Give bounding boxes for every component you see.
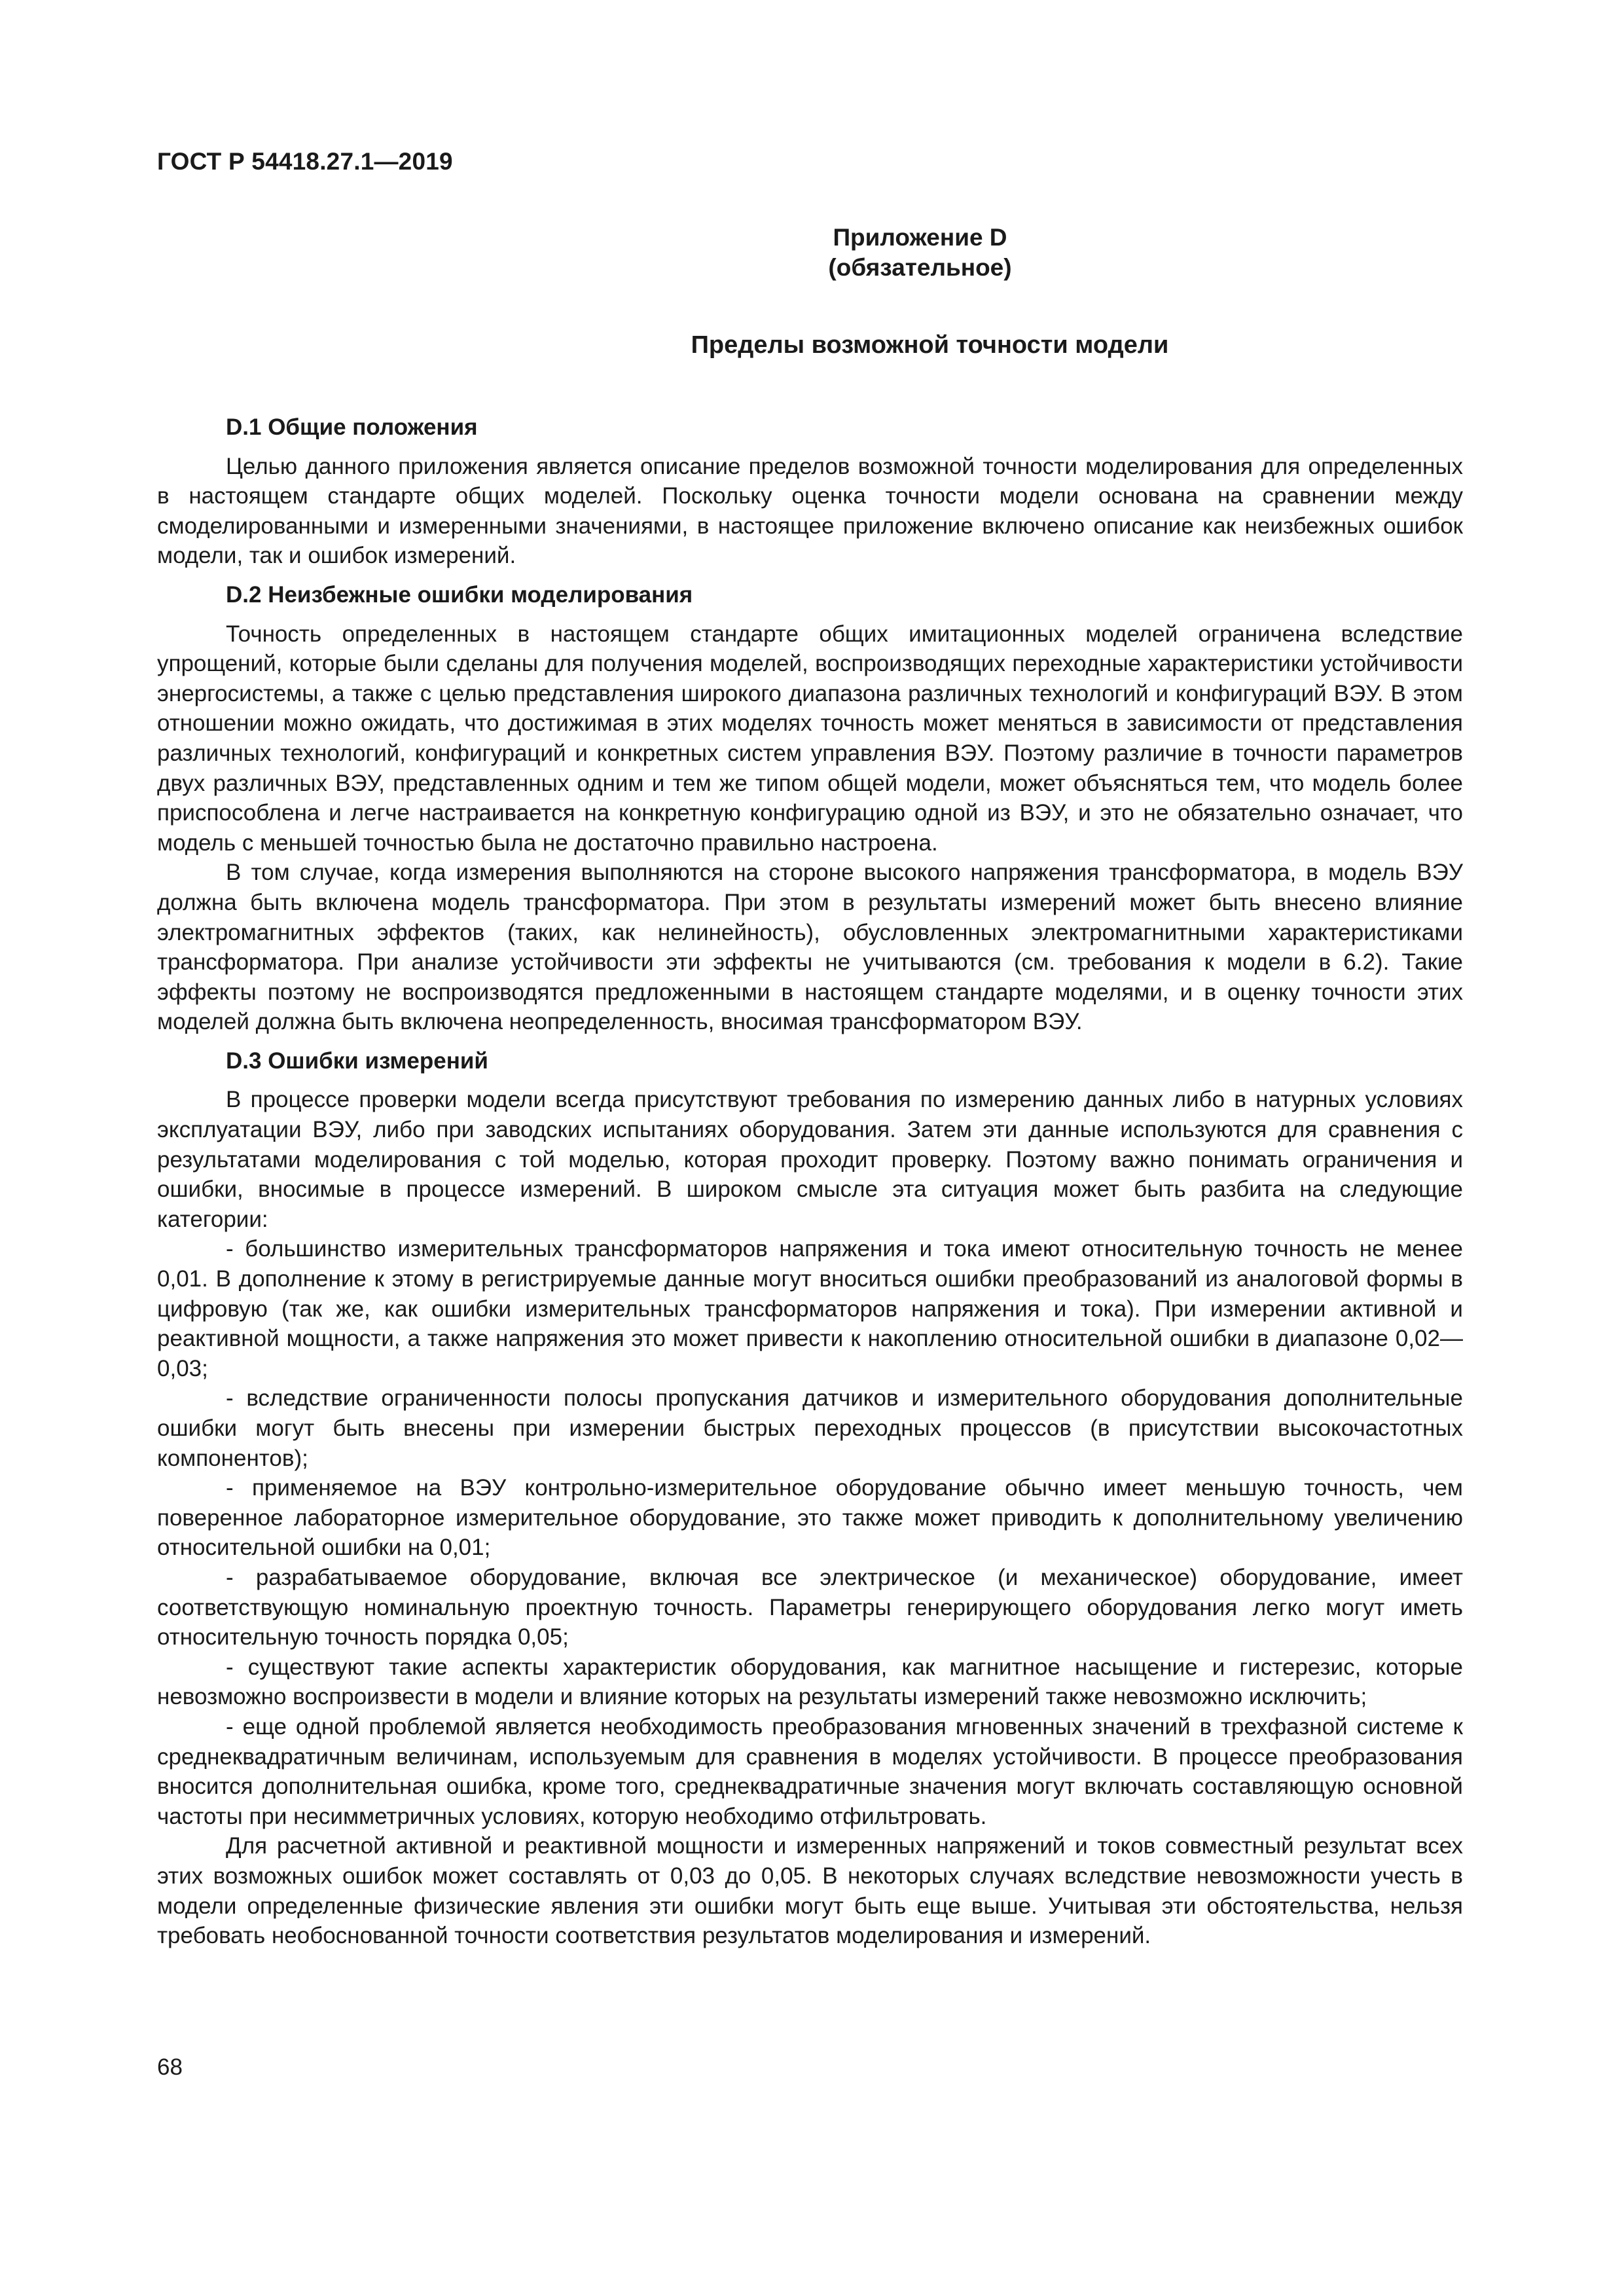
page-title-text: Пределы возможной точности модели bbox=[691, 331, 1169, 359]
list-item: - разрабатываемое оборудование, включая все электрическое (и механическое) оборудование, имеет соответствующую номинальную проектную точность. Параметры генерирующего оборудования легко могут иметь относительную точность порядка 0,05; bbox=[157, 1564, 1463, 1650]
page-title bbox=[0, 331, 1624, 359]
list-item: - существуют такие аспекты характеристик оборудования, как магнитное насыщение и гистерезис, которые невозможно воспроизвести в модели и влияние которых на результаты измерений также невозможно исключить; bbox=[157, 1654, 1463, 1710]
paragraph: Целью данного приложения является описание пределов возможной точности моделирования для определенных в настоящем стандарте общих моделей. Поскольку оценка точности модели основана на сравнении между смоделированными и измеренными значениями, в настоящее приложение включено описание как неизбежных ошибок модели, так и ошибок измерений. bbox=[157, 453, 1463, 569]
paragraph: В том случае, когда измерения выполняются на стороне высокого напряжения трансформатора, в модель ВЭУ должна быть включена модель трансформатора. При этом в результаты измерений может быть внесено влияние электромагнитных эффектов (таких, как нелинейность), обусловленных электромагнитными характеристиками трансформатора. При анализе устойчивости эти эффекты не учитываются (см. требования к модели в 6.2). Такие эффекты поэтому не воспроизводятся предложенными в настоящем стандарте моделями, и в оценку точности этих моделей должна быть включена неопределенность, вносимая трансформатором ВЭУ. bbox=[157, 860, 1463, 1035]
section-d3 bbox=[157, 1046, 1463, 1951]
paragraph: Точность определенных в настоящем стандарте общих имитационных моделей ограничена вследствие упрощений, которые были сделаны для получения моделей, воспроизводящих переходные характеристики устойчивости энергосистемы, а также с целью представления широкого диапазона различных технологий и конфигураций ВЭУ. В этом отношении можно ожидать, что достижимая в этих моделях точность может меняться в зависимости от представления различных технологий, конфигураций и конкретных систем управления ВЭУ. Поэтому различие в точности параметров двух различных ВЭУ, представленных одним и тем же типом общей модели, может объясняться тем, что модель более приспособлена и легче настраивается на конкретную конфигурацию одной из ВЭУ, и это не обязательно означает, что модель с меньшей точностью была не достаточно правильно настроена. bbox=[157, 621, 1463, 856]
annex-heading bbox=[0, 223, 1624, 283]
annex-label: Приложение D bbox=[833, 224, 1007, 251]
section-d2 bbox=[157, 580, 1463, 1037]
section-heading: D.1 Общие положения bbox=[226, 414, 478, 440]
paragraph: В процессе проверки модели всегда присутствуют требования по измерению данных либо в натурных условиях эксплуатации ВЭУ, либо при заводских испытаниях оборудования. Затем эти данные используются для сравнения с результатами моделирования с той моделью, которая проходит проверку. Поэтому важно понимать ограничения и ошибки, вносимые в процессе измерений. В широком смысле эта ситуация может быть разбита на следующие категории: bbox=[157, 1087, 1463, 1232]
list-item: - применяемое на ВЭУ контрольно-измерительное оборудование обычно имеет меньшую точность, чем поверенное лабораторное измерительное оборудование, это также может приводить к дополнительному увеличению относительной ошибки на 0,01; bbox=[157, 1475, 1463, 1561]
list-item: - большинство измерительных трансформаторов напряжения и тока имеют относительную точность не менее 0,01. В дополнение к этому в регистрируемые данные могут вноситься ошибки преобразований из аналоговой формы в цифровую (так же, как ошибки измерительных трансформаторов напряжения и тока). При измерении активной и реактивной мощности, а также напряжения это может привести к накоплению относительной ошибки в диапазоне 0,02—0,03; bbox=[157, 1236, 1463, 1381]
list-item: - вследствие ограниченности полосы пропускания датчиков и измерительного оборудования дополнительные ошибки могут быть внесены при измерении быстрых переходных процессов (в присутствии высокочастотных компонентов); bbox=[157, 1385, 1463, 1471]
document-body bbox=[157, 412, 1463, 1951]
section-heading: D.2 Неизбежные ошибки моделирования bbox=[226, 581, 693, 608]
section-heading: D.3 Ошибки измерений bbox=[226, 1048, 488, 1074]
section-d1 bbox=[157, 412, 1463, 571]
annex-status: (обязательное) bbox=[828, 254, 1012, 281]
document-code: ГОСТ Р 54418.27.1—2019 bbox=[157, 148, 453, 175]
paragraph: Для расчетной активной и реактивной мощности и измеренных напряжений и токов совместный результат всех этих возможных ошибок может составлять от 0,03 до 0,05. В некоторых случаях вследствие невозможности учесть в модели определенные физические явления эти ошибки могут быть еще выше. Учитывая эти обстоятельства, нельзя требовать необоснованной точности соответствия результатов моделирования и измерений. bbox=[157, 1833, 1463, 1949]
page-number: 68 bbox=[157, 2054, 183, 2080]
list-item: - еще одной проблемой является необходимость преобразования мгновенных значений в трехфазной системе к среднеквадратичным величинам, используемым для сравнения в моделях устойчивости. В процессе преобразования вносится дополнительная ошибка, кроме того, среднеквадратичные значения могут включать составляющую основной частоты при несимметричных условиях, которую необходимо отфильтровать. bbox=[157, 1713, 1463, 1829]
